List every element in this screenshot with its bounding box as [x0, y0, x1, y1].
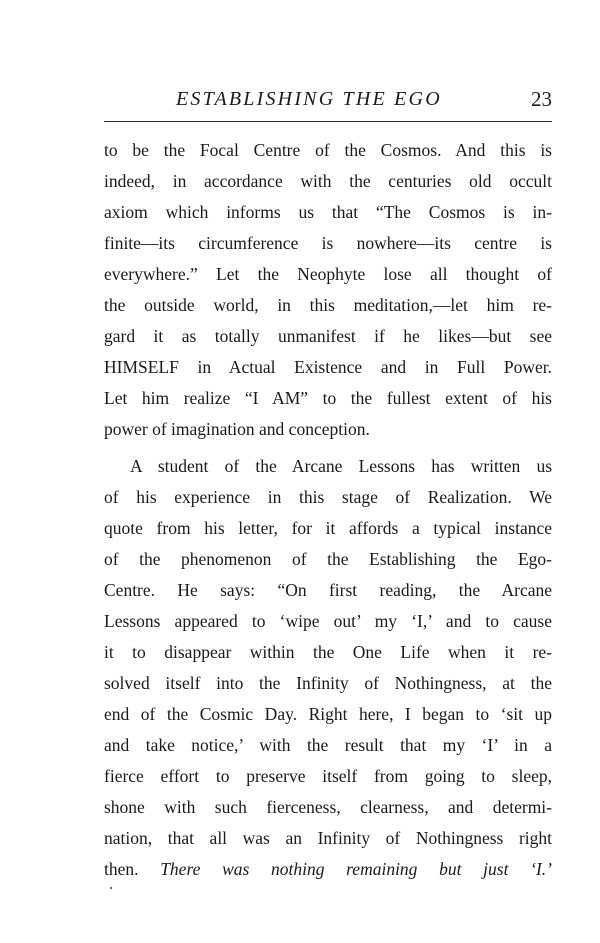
running-head — [104, 86, 552, 116]
text-line: solved itself into the Infinity of Nothingness, at the — [104, 673, 552, 693]
text-line-final — [104, 854, 552, 885]
text-line: of the phenomenon of the Establishing the Ego- — [104, 549, 552, 569]
text-line: Centre. He says: “On first reading, the Arcane — [104, 580, 552, 600]
text-line: HIMSELF in Actual Existence and in Full Power. — [104, 357, 552, 377]
text-line: everywhere.” Let the Neophyte lose all thought of — [104, 264, 552, 284]
text-line: Let him realize “I AM” to the fullest extent of his — [104, 388, 552, 408]
text-line: A student of the Arcane Lessons has written us — [130, 456, 552, 476]
text-line: shone with such fierceness, clearness, and determi- — [104, 797, 552, 817]
text-line: indeed, in accordance with the centuries old occult — [104, 171, 552, 191]
text-line: end of the Cosmic Day. Right here, I began to ‘sit up — [104, 704, 552, 724]
text-line: it to disappear within the One Life when it re- — [104, 642, 552, 662]
text-line: finite—its circumference is nowhere—its centre is — [104, 233, 552, 253]
paragraph-1 — [104, 135, 552, 445]
text-line: nation, that all was an Infinity of Nothingness right — [104, 828, 552, 848]
text-line: Lessons appeared to ‘wipe out’ my ‘I,’ and to cause — [104, 611, 552, 631]
text-line: fierce effort to preserve itself from going to sleep, — [104, 766, 552, 786]
body-text — [104, 135, 552, 885]
text-line: and take notice,’ with the result that my ‘I’ in a — [104, 735, 552, 755]
print-speck — [110, 887, 112, 889]
text-line: power of imagination and conception. — [104, 419, 370, 439]
text-line: quote from his letter, for it affords a typical instance — [104, 518, 552, 538]
final-line-roman: then. — [104, 859, 139, 879]
text-line: of his experience in this stage of Realization. We — [104, 487, 552, 507]
running-title: ESTABLISHING THE EGO — [176, 88, 442, 110]
text-line: the outside world, in this meditation,—let him re- — [104, 295, 552, 315]
text-line: axiom which informs us that “The Cosmos is in- — [104, 202, 552, 222]
header-rule — [104, 121, 552, 122]
text-line: gard it as totally unmanifest if he likes—but see — [104, 326, 552, 346]
text-line: to be the Focal Centre of the Cosmos. And this is — [104, 140, 552, 160]
page-number: 23 — [531, 87, 552, 111]
final-line-italic: There was nothing remaining but just ‘I.’ — [160, 859, 552, 879]
paragraph-2 — [104, 451, 552, 885]
